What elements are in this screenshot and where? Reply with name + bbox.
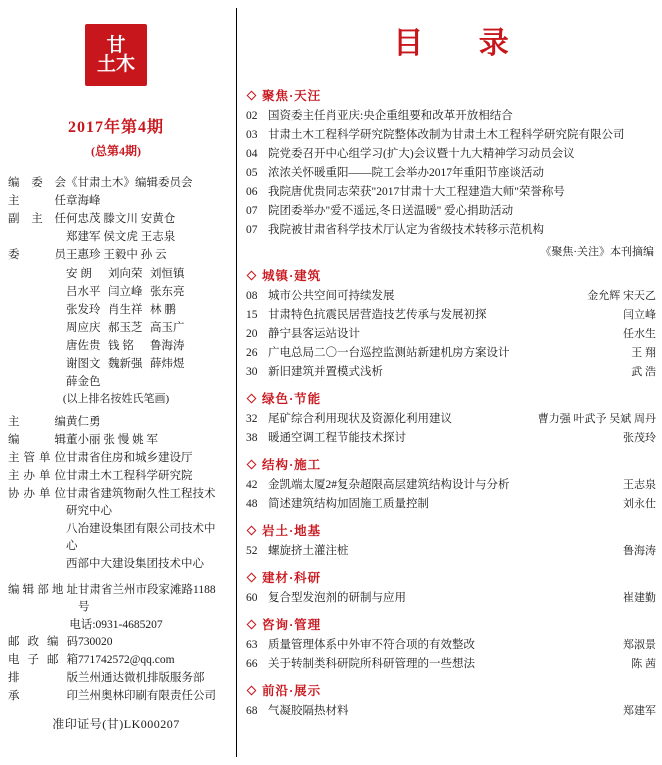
committee-name: 张发玲 bbox=[66, 304, 101, 316]
committee-name: 高玉广 bbox=[150, 322, 185, 334]
article-author: 闫立峰 bbox=[623, 309, 656, 321]
article-title: 院党委召开中心组学习(扩大)会议暨十九大精神学习动员会议 bbox=[268, 148, 575, 160]
issue-number: 2017年第4期 bbox=[67, 119, 164, 136]
page-number: 15 bbox=[246, 309, 258, 321]
committee-name: 薛金色 bbox=[66, 376, 101, 388]
page-number: 38 bbox=[246, 432, 258, 444]
article-title: 简述建筑结构加固施工质量控制 bbox=[268, 498, 429, 510]
role-row bbox=[8, 468, 224, 485]
article-author: 金允辉 宋天乙 bbox=[587, 290, 656, 302]
role-label: 主 编 bbox=[8, 416, 66, 428]
page-number: 32 bbox=[246, 413, 258, 425]
contents-section bbox=[246, 266, 656, 382]
article-title: 我院被甘肃省科学技术厅认定为省级技术转移示范机构 bbox=[268, 224, 544, 236]
logo-text-top: 甘 bbox=[106, 35, 126, 56]
section-heading bbox=[246, 389, 656, 407]
masthead-value: 王惠珍 王毅中 孙 云 bbox=[66, 249, 167, 261]
contact-label: 电子邮箱 bbox=[8, 654, 78, 666]
article-title: 气凝胶隔热材料 bbox=[268, 705, 349, 717]
diamond-bullet-icon bbox=[247, 525, 257, 535]
committee-name: 周应庆 bbox=[66, 322, 101, 334]
committee-name: 安 朗 bbox=[66, 268, 92, 280]
page-number: 07 bbox=[246, 224, 258, 236]
role-label bbox=[8, 556, 66, 573]
section-heading bbox=[246, 455, 656, 473]
contact-label: 排 版 bbox=[8, 672, 78, 684]
committee-row bbox=[8, 355, 224, 373]
role-value: 甘肃土木工程科学研究院 bbox=[66, 470, 193, 482]
role-label bbox=[8, 521, 66, 555]
role-label: 协办单位 bbox=[8, 488, 66, 500]
toc-entry[interactable] bbox=[246, 202, 656, 221]
section-note: 《聚焦·关注》本刊摘编 bbox=[540, 246, 654, 258]
section-title: 结构·施工 bbox=[262, 458, 322, 472]
committee-name: 吕水平 bbox=[66, 286, 101, 298]
role-row bbox=[8, 521, 224, 555]
contact-value: 兰州通达微机排版服务部 bbox=[78, 672, 205, 684]
page-number: 04 bbox=[246, 148, 258, 160]
role-label: 编 辑 bbox=[8, 434, 66, 446]
committee-name: 郝玉芝 bbox=[108, 322, 143, 334]
masthead-value: 郑建军 侯文虎 王志泉 bbox=[66, 231, 176, 243]
toc-entry[interactable] bbox=[246, 287, 656, 306]
contact-row bbox=[8, 652, 224, 669]
section-title: 咨询·管理 bbox=[262, 618, 322, 632]
article-title: 关于转制类科研院所科研管理的一些想法 bbox=[268, 658, 475, 670]
article-title: 甘肃特色抗震民居营造技艺传承与发展初探 bbox=[268, 309, 487, 321]
committee-row bbox=[8, 337, 224, 355]
article-author: 武 浩 bbox=[631, 366, 656, 378]
page-number: 03 bbox=[246, 129, 258, 141]
contact-phone: 电话:0931-4685207 bbox=[69, 619, 163, 631]
committee-row bbox=[8, 265, 224, 283]
article-author: 任水生 bbox=[623, 328, 656, 340]
page-number: 52 bbox=[246, 545, 258, 557]
article-author: 刘永仕 bbox=[623, 498, 656, 510]
article-title: 静宁县客运站设计 bbox=[268, 328, 360, 340]
committee-name: 钱 铭 bbox=[108, 340, 134, 352]
page-number: 20 bbox=[246, 328, 258, 340]
article-title: 金凯端太厦2#复杂超限高层建筑结构设计与分析 bbox=[268, 479, 510, 491]
committee-name: 唐佐贵 bbox=[66, 340, 101, 352]
committee-name: 谢图文 bbox=[66, 358, 101, 370]
contents-section bbox=[246, 615, 656, 674]
contact-row bbox=[8, 634, 224, 651]
article-author: 张茂玲 bbox=[623, 432, 656, 444]
contents-section bbox=[246, 86, 656, 259]
toc-entry[interactable] bbox=[246, 636, 656, 655]
contact-label: 承 印 bbox=[8, 690, 78, 702]
committee-indent bbox=[8, 319, 66, 337]
toc-entry[interactable] bbox=[246, 476, 656, 495]
contents-section bbox=[246, 681, 656, 721]
page-number: 68 bbox=[246, 705, 258, 717]
committee-indent bbox=[8, 283, 66, 301]
section-title: 城镇·建筑 bbox=[262, 269, 322, 283]
section-title: 绿色·节能 bbox=[262, 392, 322, 406]
section-heading bbox=[246, 568, 656, 586]
section-heading bbox=[246, 266, 656, 284]
contact-value: 兰州奥林印刷有限责任公司 bbox=[78, 690, 216, 702]
masthead-row bbox=[8, 247, 224, 264]
toc-entry[interactable] bbox=[246, 363, 656, 382]
role-value: 甘肃省建筑物耐久性工程技术研究中心 bbox=[66, 488, 216, 517]
role-label: 主管单位 bbox=[8, 452, 66, 464]
role-value: 西部中大建设集团技术中心 bbox=[66, 558, 204, 570]
section-title: 聚焦·天汪 bbox=[262, 89, 322, 103]
committee-name: 鲁海涛 bbox=[150, 340, 185, 352]
article-author: 崔建勤 bbox=[623, 592, 656, 604]
role-value: 董小丽 张 慢 姚 军 bbox=[66, 434, 158, 446]
page-number: 42 bbox=[246, 479, 258, 491]
toc-entry[interactable] bbox=[246, 702, 656, 721]
committee-name-grid bbox=[8, 265, 224, 391]
toc-entry[interactable] bbox=[246, 306, 656, 325]
committee-indent bbox=[8, 301, 66, 319]
contact-row bbox=[8, 670, 224, 687]
diamond-bullet-icon bbox=[247, 685, 257, 695]
article-title: 甘肃土木工程科学研究院整体改制为甘肃土木工程科学研究院有限公司 bbox=[268, 129, 625, 141]
masthead-column bbox=[0, 0, 232, 765]
logo-text-bottom: 土木 bbox=[96, 54, 135, 75]
toc-entry[interactable] bbox=[246, 429, 656, 448]
role-value: 黄仁勇 bbox=[66, 416, 101, 428]
section-title: 建材·科研 bbox=[262, 571, 322, 585]
contact-row bbox=[8, 688, 224, 705]
diamond-bullet-icon bbox=[247, 619, 257, 629]
page-number: 07 bbox=[246, 205, 258, 217]
toc-entry[interactable] bbox=[246, 164, 656, 183]
page-number: 06 bbox=[246, 186, 258, 198]
masthead-row bbox=[8, 229, 224, 246]
committee-name: 肖生祥 bbox=[108, 304, 143, 316]
toc-entry[interactable] bbox=[246, 221, 656, 240]
contact-block bbox=[8, 582, 224, 705]
committee-name: 闫立峰 bbox=[108, 286, 143, 298]
contents-section bbox=[246, 521, 656, 561]
contents-section bbox=[246, 568, 656, 608]
article-title: 城市公共空间可持续发展 bbox=[268, 290, 395, 302]
article-author: 陈 茜 bbox=[631, 658, 656, 670]
article-title: 我院唐优贵同志荣获"2017甘肃十大工程建造大师"荣誉称号 bbox=[268, 186, 565, 198]
role-row bbox=[8, 432, 224, 449]
page-number: 30 bbox=[246, 366, 258, 378]
article-author: 郑淑景 bbox=[623, 639, 656, 651]
masthead-label: 委 员 bbox=[8, 249, 66, 261]
committee-note: (以上排名按姓氏笔画) bbox=[62, 393, 170, 405]
committee-indent bbox=[8, 373, 66, 391]
article-title: 暖通空调工程节能技术探讨 bbox=[268, 432, 406, 444]
column-divider bbox=[236, 8, 237, 757]
committee-indent bbox=[8, 265, 66, 283]
role-row bbox=[8, 414, 224, 431]
masthead-value: 《甘肃土木》编辑委员会 bbox=[66, 177, 193, 189]
toc-entry[interactable] bbox=[246, 589, 656, 608]
section-heading bbox=[246, 681, 656, 699]
committee-row bbox=[8, 319, 224, 337]
article-title: 复合型发泡剂的研制与应用 bbox=[268, 592, 406, 604]
committee-row bbox=[8, 283, 224, 301]
page-number: 60 bbox=[246, 592, 258, 604]
masthead-value: 章海峰 bbox=[66, 195, 101, 207]
toc-entry[interactable] bbox=[246, 542, 656, 561]
committee-indent bbox=[8, 337, 66, 355]
section-title: 前沿·展示 bbox=[262, 684, 322, 698]
article-title: 螺旋挤土灌注桩 bbox=[268, 545, 349, 557]
section-title: 岩土·地基 bbox=[262, 524, 322, 538]
section-heading bbox=[246, 615, 656, 633]
committee-row bbox=[8, 373, 224, 391]
contact-email: 771742572@qq.com bbox=[78, 654, 175, 666]
editorial-board bbox=[8, 175, 224, 573]
contact-value: 甘肃省兰州市段家滩路1188号 bbox=[78, 584, 216, 613]
toc-entry[interactable] bbox=[246, 495, 656, 514]
diamond-bullet-icon bbox=[247, 270, 257, 280]
article-title: 浓浓关怀暖重阳——院工会举办2017年重阳节座谈活动 bbox=[268, 167, 544, 179]
role-label: 主办单位 bbox=[8, 470, 66, 482]
role-value: 八冶建设集团有限公司技术中心 bbox=[66, 523, 216, 552]
page-number: 66 bbox=[246, 658, 258, 670]
article-title: 质量管理体系中外审不符合项的有效整改 bbox=[268, 639, 475, 651]
committee-name: 刘向荣 bbox=[108, 268, 143, 280]
page-number: 02 bbox=[246, 110, 258, 122]
article-author: 郑建军 bbox=[623, 705, 656, 717]
role-row bbox=[8, 486, 224, 520]
masthead-value: 何忠茂 滕文川 安黄仓 bbox=[66, 213, 176, 225]
masthead-label bbox=[8, 229, 66, 246]
section-heading bbox=[246, 521, 656, 539]
role-row bbox=[8, 556, 224, 573]
toc-entry[interactable] bbox=[246, 325, 656, 344]
toc-entry[interactable] bbox=[246, 655, 656, 674]
article-title: 院团委举办"爱不遥远,冬日送温暖" 爱心捐助活动 bbox=[268, 205, 514, 217]
diamond-bullet-icon bbox=[247, 572, 257, 582]
article-title: 广电总局二〇一台巡控监测站新建机房方案设计 bbox=[268, 347, 510, 359]
diamond-bullet-icon bbox=[247, 393, 257, 403]
committee-name: 张东亮 bbox=[150, 286, 185, 298]
article-author: 王志泉 bbox=[623, 479, 656, 491]
article-author: 鲁海涛 bbox=[623, 545, 656, 557]
page-number: 48 bbox=[246, 498, 258, 510]
masthead-row bbox=[8, 211, 224, 228]
diamond-bullet-icon bbox=[247, 90, 257, 100]
diamond-bullet-icon bbox=[247, 459, 257, 469]
page-number: 05 bbox=[246, 167, 258, 179]
masthead-row bbox=[8, 175, 224, 192]
toc-entry[interactable] bbox=[246, 145, 656, 164]
masthead-label: 编委会 bbox=[8, 177, 66, 189]
toc-entry[interactable] bbox=[246, 410, 656, 429]
contact-row bbox=[8, 582, 224, 616]
role-row bbox=[8, 450, 224, 467]
contents-section bbox=[246, 455, 656, 514]
contents-column bbox=[246, 0, 656, 765]
article-author: 王 翔 bbox=[631, 347, 656, 359]
logo-badge bbox=[85, 24, 147, 86]
toc-entry[interactable] bbox=[246, 344, 656, 363]
licence-number: 准印证号(甘)LK000207 bbox=[52, 717, 180, 731]
article-author: 曹力强 叶武予 吴斌 周丹 bbox=[537, 413, 656, 425]
committee-name: 林 鹏 bbox=[150, 304, 176, 316]
masthead-row bbox=[8, 193, 224, 210]
contact-value: 730020 bbox=[78, 636, 113, 648]
masthead-label: 副主任 bbox=[8, 213, 66, 225]
section-heading bbox=[246, 86, 656, 104]
toc-entry[interactable] bbox=[246, 126, 656, 145]
contents-section bbox=[246, 389, 656, 448]
contact-label: 编辑部地址 bbox=[8, 584, 78, 596]
role-value: 甘肃省住房和城乡建设厅 bbox=[66, 452, 193, 464]
page-title: 目 录 bbox=[393, 27, 533, 60]
page-number: 63 bbox=[246, 639, 258, 651]
page-number: 08 bbox=[246, 290, 258, 302]
committee-name: 魏新强 bbox=[108, 358, 143, 370]
page-number: 26 bbox=[246, 347, 258, 359]
toc-entry[interactable] bbox=[246, 183, 656, 202]
committee-name: 刘恒镇 bbox=[150, 268, 185, 280]
article-title: 国资委主任肖亚庆:央企重组要和改革开放相结合 bbox=[268, 110, 513, 122]
committee-indent bbox=[8, 355, 66, 373]
committee-row bbox=[8, 301, 224, 319]
article-title: 尾矿综合利用现状及资源化利用建议 bbox=[268, 413, 452, 425]
issue-total-number: (总第4期) bbox=[91, 144, 141, 158]
committee-name: 薛炜煜 bbox=[150, 358, 185, 370]
masthead-label: 主 任 bbox=[8, 195, 66, 207]
journal-logo bbox=[8, 24, 224, 86]
toc-entry[interactable] bbox=[246, 107, 656, 126]
contact-label: 邮政编码 bbox=[8, 636, 78, 648]
article-title: 新旧建筑并置模式浅析 bbox=[268, 366, 383, 378]
